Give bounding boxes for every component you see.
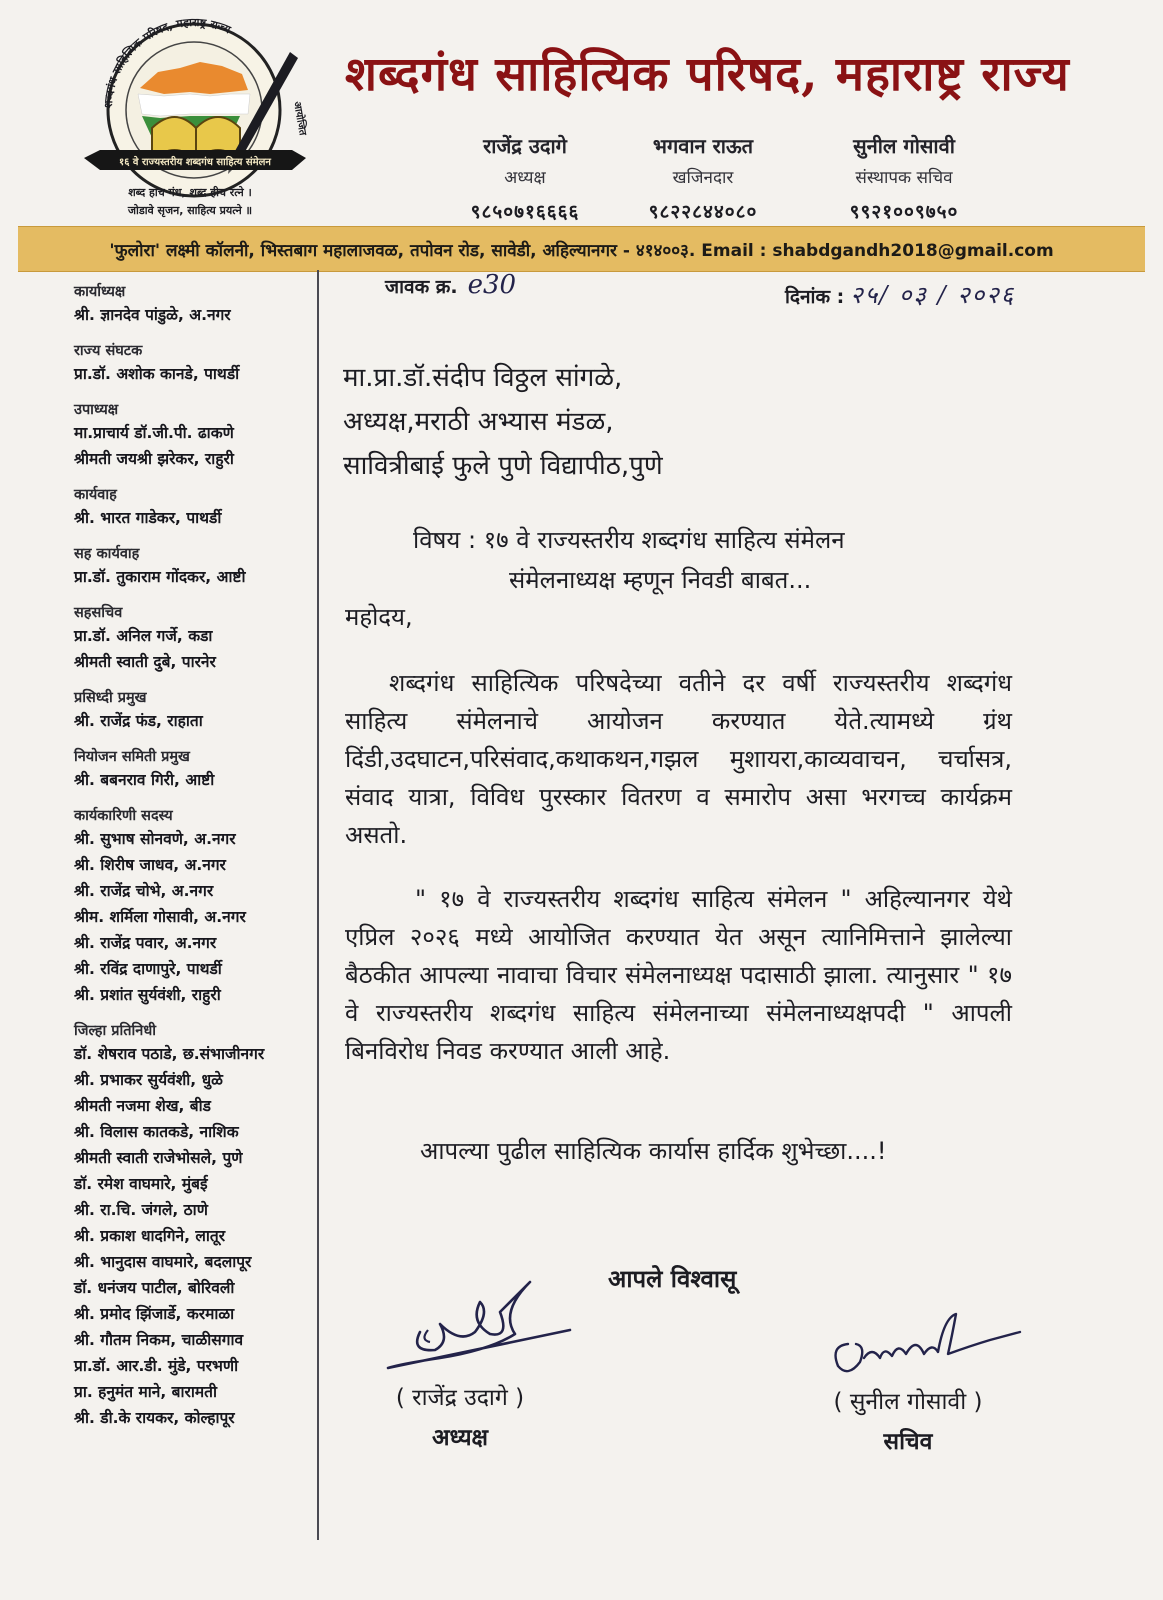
logo-motto-line-1: शब्द हाच गंध, शब्द हीच रत्ने । xyxy=(128,186,252,199)
committee-member: प्रा. हनुमंत माने, बारामती xyxy=(74,1383,217,1401)
body-paragraph: " १७ वे राज्यस्तरीय शब्दगंध साहित्य संमेलन " अहिल्यानगर येथे एप्रिल २०२६ मध्ये आयोजित करण्यात येत असून त्यानिमित्ताने झालेल्या बैठकीत आपल्या नावाचा विचार संमेलनाध्यक्ष पदासाठी झाला. त्यानुसार " १७ वे राज्यस्तरीय शब्दगंध साहित्य संमेलनाच्या संमेलनाध्यक्षपदी " आपली बिनविरोध निवड करण्यात आली आहे. xyxy=(345,885,1012,1065)
signatory-title: अध्यक्ष xyxy=(431,1425,489,1451)
officer-phone: ९९२१००९७५० xyxy=(849,201,959,223)
closing-line: आपले विश्वासू xyxy=(608,1265,737,1293)
committee-member: श्रीमती नजमा शेख, बीड xyxy=(74,1097,211,1115)
organization-title: शब्दगंध साहित्यिक परिषद, महाराष्ट्र राज्य xyxy=(345,47,1070,102)
committee-member: श्रीमती स्वाती दुबे, पारनेर xyxy=(74,653,216,671)
officer-name: सुनील गोसावी xyxy=(853,134,955,158)
committee-member: श्री. भानुदास वाघमारे, बदलापूर xyxy=(74,1253,252,1271)
committee-member: डॉ. धनंजय पाटील, बोरिवली xyxy=(74,1279,235,1297)
committee-member: डॉ. शेषराव पठाडे, छ.संभाजीनगर xyxy=(74,1045,265,1063)
committee-member: श्री. रा.चि. जंगले, ठाणे xyxy=(74,1201,208,1219)
secretary-signature xyxy=(820,1306,1035,1386)
committee-member: श्री. शिरीष जाधव, अ.नगर xyxy=(74,856,226,874)
date-value: २५/ ०३ / २०२६ xyxy=(850,281,1016,309)
officer-treasurer xyxy=(588,132,818,224)
committee-role: उपाध्यक्ष xyxy=(74,402,119,418)
committee-member: श्री. डी.के रायकर, कोल्हापूर xyxy=(74,1409,235,1427)
officer-role: खजिनदार xyxy=(672,168,734,188)
letter-date xyxy=(785,278,1015,311)
committee-member: श्री. गौतम निकम, चाळीसगाव xyxy=(74,1331,244,1349)
logo-ribbon-text: १६ वे राज्यस्तरीय शब्दगंध साहित्य संमेलन xyxy=(119,157,271,168)
salutation: महोदय, xyxy=(345,603,413,631)
recipient-line: मा.प्रा.डॉ.संदीप विठ्ठल सांगळे, xyxy=(343,363,623,393)
reference-label: जावक क्र. xyxy=(385,276,458,298)
committee-role: राज्य संघटक xyxy=(74,343,143,359)
committee-role: सहसचिव xyxy=(74,605,123,621)
committee-role: सह कार्यवाह xyxy=(74,546,140,562)
signatory-name: ( सुनील गोसावी ) xyxy=(833,1389,983,1415)
committee-member: प्रा.डॉ. आर.डी. मुंडे, परभणी xyxy=(74,1357,239,1375)
committee-member: श्री. प्रशांत सुर्यवंशी, राहुरी xyxy=(74,986,221,1004)
committee-member: श्री. प्रकाश धादगिने, लातूर xyxy=(74,1227,226,1245)
committee-member: श्री. विलास कातकडे, नाशिक xyxy=(74,1123,239,1141)
committee-member: श्री. बबनराव गिरी, आष्टी xyxy=(74,771,215,789)
secretary-signatory xyxy=(808,1384,1008,1456)
committee-member: मा.प्राचार्य डॉ.जी.पी. ढाकणे xyxy=(74,424,234,442)
officer-secretary xyxy=(789,132,1019,224)
logo-side-text: आयोजित xyxy=(291,100,308,137)
president-signature xyxy=(380,1272,610,1382)
committee-member: श्रीम. शर्मिला गोसावी, अ.नगर xyxy=(74,908,246,926)
committee-member: श्रीमती जयश्री झरेकर, राहुरी xyxy=(74,450,234,468)
best-wishes-line: आपल्या पुढील साहित्यिक कार्यास हार्दिक शुभेच्छा....! xyxy=(420,1137,887,1165)
president-signatory xyxy=(360,1380,560,1452)
committee-role: प्रसिध्दी प्रमुख xyxy=(74,690,147,706)
committee-role: कार्यकारिणी सदस्य xyxy=(74,808,173,824)
recipient-line: सावित्रीबाई फुले पुणे विद्यापीठ,पुणे xyxy=(343,451,663,481)
address-band: 'फुलोरा' लक्ष्मी कॉलनी, भिस्तबाग महालाजवळ, तपोवन रोड, सावेडी, अहिल्यानगर - ४१४००३. Email : shabdgandh2018@gmail.com xyxy=(18,226,1145,272)
letter-subject xyxy=(413,520,845,600)
logo-ring-text: शब्दगंध साहित्यिक परिषद, महाराष्ट्र राज्य xyxy=(101,15,233,109)
officer-name: भगवान राऊत xyxy=(652,134,754,158)
reference-value: e30 xyxy=(467,270,517,300)
committee-role: जिल्हा प्रतिनिधी xyxy=(74,1023,157,1039)
recipient-line: अध्यक्ष,मराठी अभ्यास मंडळ, xyxy=(343,407,614,437)
committee-sidebar xyxy=(74,282,319,1431)
committee-role: कार्यवाह xyxy=(74,487,117,503)
committee-member: प्रा.डॉ. अशोक कानडे, पाथर्डी xyxy=(74,365,240,383)
officer-phone: ९८५०७१६६६६ xyxy=(470,201,580,223)
body-paragraph: शब्दगंध साहित्यिक परिषदेच्या वतीने दर वर्षी राज्यस्तरीय शब्दगंध साहित्य संमेलनाचे आयोजन करण्यात येते.त्यामध्ये ग्रंथ दिंडी,उदघाटन,परिसंवाद,कथाकथन,गझल मुशायरा,काव्यवाचन, चर्चासत्र, संवाद यात्रा, विविध पुरस्कार वितरण व समारोप असा भरगच्च कार्यक्रम असतो. xyxy=(345,669,1012,849)
signatory-name: ( राजेंद्र उदागे ) xyxy=(395,1385,525,1411)
officer-phone: ९८२२८४४०८० xyxy=(648,201,758,223)
subject-line: विषय : १७ वे राज्यस्तरीय शब्दगंध साहित्य संमेलन xyxy=(413,526,845,554)
committee-member: डॉ. रमेश वाघमारे, मुंबई xyxy=(74,1175,208,1193)
committee-member: श्री. प्रभाकर सुर्यवंशी, धुळे xyxy=(74,1071,223,1089)
column-divider xyxy=(317,270,319,1540)
committee-member: श्री. राजेंद्र चोभे, अ.नगर xyxy=(74,882,214,900)
committee-member: श्री. सुभाष सोनवणे, अ.नगर xyxy=(74,830,236,848)
committee-member: प्रा.डॉ. अनिल गर्जे, कडा xyxy=(74,627,213,645)
reference-number xyxy=(385,270,516,300)
committee-member: श्रीमती स्वाती राजेभोसले, पुणे xyxy=(74,1149,243,1167)
committee-member: श्री. ज्ञानदेव पांडुळे, अ.नगर xyxy=(74,306,231,324)
signatory-title: सचिव xyxy=(883,1429,933,1455)
committee-member: श्री. राजेंद्र फंड, राहाता xyxy=(74,712,203,730)
organization-logo xyxy=(80,10,310,230)
committee-member: श्री. भारत गाडेकर, पाथर्डी xyxy=(74,509,222,527)
logo-motto-line-2: जोडावे सृजन, साहित्य प्रयत्ने ॥ xyxy=(127,204,253,217)
committee-member: श्री. राजेंद्र पवार, अ.नगर xyxy=(74,934,217,952)
date-label: दिनांक : xyxy=(785,286,845,308)
committee-member: श्री. प्रमोद झिंजार्डे, करमाळा xyxy=(74,1305,235,1323)
officer-role: अध्यक्ष xyxy=(504,168,546,188)
officer-role: संस्थापक सचिव xyxy=(855,168,953,188)
officer-name: राजेंद्र उदागे xyxy=(483,134,567,158)
subject-line: संमेलनाध्यक्ष म्हणून निवडी बाबत... xyxy=(509,566,812,594)
recipient-address xyxy=(343,356,663,488)
committee-role: कार्याध्यक्ष xyxy=(74,284,126,300)
committee-role: नियोजन समिती प्रमुख xyxy=(74,749,190,765)
committee-member: श्री. रविंद्र दाणापुरे, पाथर्डी xyxy=(74,960,222,978)
committee-member: प्रा.डॉ. तुकाराम गोंदकर, आष्टी xyxy=(74,568,246,586)
